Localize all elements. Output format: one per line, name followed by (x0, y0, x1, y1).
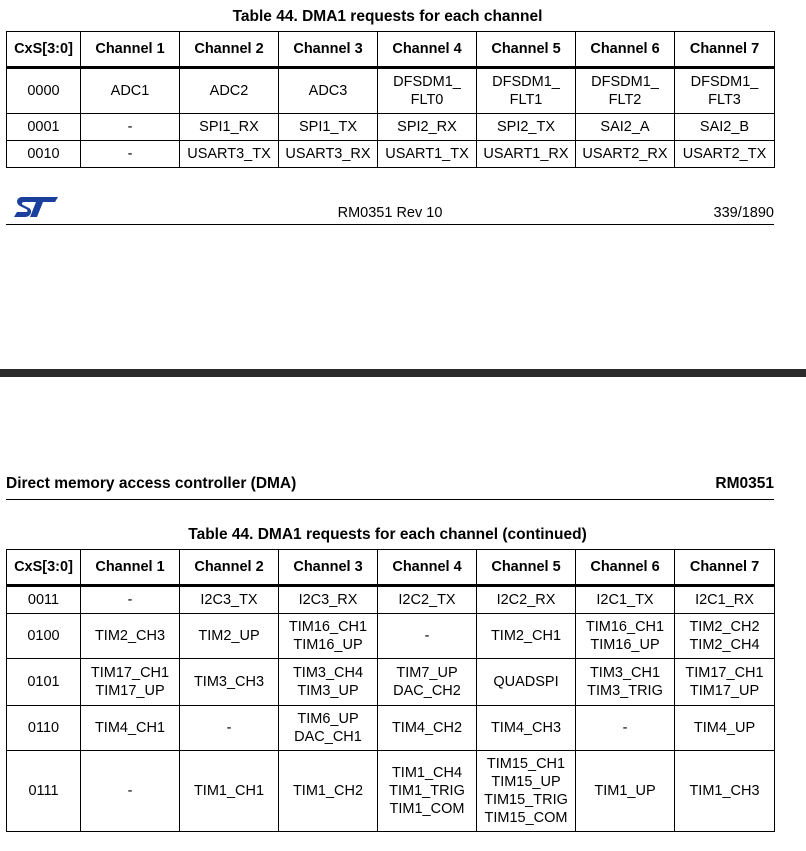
column-header: CxS[3:0] (7, 32, 81, 68)
column-header: Channel 7 (675, 32, 775, 68)
request-name: FLT3 (708, 92, 741, 108)
request-name: QUADSPI (493, 674, 559, 690)
page-number: 339/1890 (713, 205, 774, 221)
request-name: - (424, 628, 430, 644)
channel-7-cell (675, 141, 775, 168)
request-name: TIM17_CH1 (685, 665, 764, 681)
request-name: I2C3_TX (200, 592, 258, 608)
table-header-row (7, 550, 775, 586)
request-name: TIM17_UP (689, 683, 760, 699)
channel-4-cell (378, 141, 477, 168)
document-id: RM0351 (715, 475, 774, 492)
column-header: Channel 3 (279, 32, 378, 68)
request-name: - (226, 720, 232, 736)
channel-7-cell (675, 614, 775, 659)
request-name: TIM1_CH2 (292, 783, 364, 799)
request-name: DFSDM1_ (393, 74, 461, 90)
table-row (7, 614, 775, 659)
request-name: TIM17_UP (95, 683, 165, 699)
column-header: Channel 3 (279, 550, 378, 586)
dma1-requests-table-continued (6, 549, 775, 832)
request-name: TIM16_UP (590, 637, 660, 653)
channel-1-cell (81, 114, 180, 141)
channel-3-cell (279, 114, 378, 141)
column-header: Channel 4 (378, 32, 477, 68)
table-header-row (7, 32, 775, 68)
channel-3-cell (279, 751, 378, 832)
channel-4-cell (378, 68, 477, 114)
channel-3-cell (279, 141, 378, 168)
request-name: I2C2_RX (496, 592, 556, 608)
request-name: TIM16_CH1 (585, 619, 665, 635)
request-name: I2C1_RX (695, 592, 754, 608)
request-name: TIM1_UP (594, 783, 656, 799)
request-name: SPI2_RX (397, 119, 457, 135)
column-header: Channel 2 (180, 550, 279, 586)
header-divider (6, 499, 774, 500)
request-name: TIM2_UP (198, 628, 260, 644)
request-name: - (127, 592, 133, 608)
channel-7-cell (675, 751, 775, 832)
channel-6-cell (576, 659, 675, 706)
channel-5-cell (477, 751, 576, 832)
request-name: TIM15_TRIG (484, 792, 568, 808)
request-name: USART3_TX (187, 146, 271, 162)
cxs-value-cell: 0011 (7, 586, 81, 614)
channel-5-cell (477, 68, 576, 114)
channel-1-cell (81, 659, 180, 706)
table-row (7, 114, 775, 141)
cxs-value-cell: 0101 (7, 659, 81, 706)
request-name: DFSDM1_ (690, 74, 759, 90)
request-name: TIM1_CH3 (689, 783, 760, 799)
request-name: SAI2_B (699, 119, 750, 135)
request-name: ADC3 (308, 83, 348, 99)
channel-3-cell (279, 614, 378, 659)
column-header: Channel 5 (477, 32, 576, 68)
request-name: - (127, 119, 133, 135)
request-name: TIM7_UP (396, 665, 458, 681)
channel-5-cell (477, 614, 576, 659)
request-name: FLT1 (509, 92, 543, 108)
channel-7-cell (675, 114, 775, 141)
footer-divider (6, 224, 774, 225)
request-name: TIM4_CH2 (391, 720, 463, 736)
request-name: TIM1_CH1 (193, 783, 265, 799)
cxs-value-cell: 0100 (7, 614, 81, 659)
request-name: TIM2_CH4 (689, 637, 760, 653)
table-row (7, 751, 775, 832)
cxs-value-cell: 0001 (7, 114, 81, 141)
request-name: SPI1_RX (199, 119, 259, 135)
column-header: Channel 6 (576, 32, 675, 68)
request-name: I2C2_TX (398, 592, 456, 608)
request-name: DAC_CH1 (294, 729, 362, 745)
column-header: CxS[3:0] (7, 550, 81, 586)
request-name: TIM2_CH1 (490, 628, 562, 644)
section-title: Direct memory access controller (DMA) (6, 475, 297, 492)
table-row (7, 706, 775, 751)
table-row (7, 659, 775, 706)
request-name: USART2_TX (682, 146, 767, 162)
channel-4-cell (378, 706, 477, 751)
channel-1-cell (81, 751, 180, 832)
request-name: I2C3_RX (298, 592, 358, 608)
request-name: TIM16_CH1 (288, 619, 368, 635)
request-name: USART1_RX (483, 146, 569, 162)
channel-2-cell (180, 586, 279, 614)
request-name: TIM17_CH1 (90, 665, 170, 681)
request-name: SPI2_TX (496, 119, 556, 135)
request-name: TIM1_COM (389, 801, 465, 817)
request-name: ADC2 (209, 83, 249, 99)
request-name: TIM1_CH4 (391, 765, 463, 781)
request-name: TIM2_CH3 (94, 628, 166, 644)
channel-2-cell (180, 141, 279, 168)
channel-5-cell (477, 114, 576, 141)
channel-4-cell (378, 114, 477, 141)
channel-7-cell (675, 68, 775, 114)
channel-6-cell (576, 706, 675, 751)
page-340-top (0, 470, 806, 851)
cxs-value-cell: 0110 (7, 706, 81, 751)
cxs-value-cell: 0111 (7, 751, 81, 832)
table-row (7, 141, 775, 168)
request-name: DFSDM1_ (492, 74, 560, 90)
column-header: Channel 6 (576, 550, 675, 586)
channel-6-cell (576, 68, 675, 114)
channel-2-cell (180, 114, 279, 141)
column-header: Channel 2 (180, 32, 279, 68)
request-name: TIM3_CH1 (589, 665, 661, 681)
page-339-bottom (0, 0, 806, 240)
request-name: TIM3_TRIG (587, 683, 663, 699)
channel-6-cell (576, 586, 675, 614)
channel-4-cell (378, 751, 477, 832)
table-title: Table 44. DMA1 requests for each channel (232, 8, 543, 25)
channel-5-cell (477, 659, 576, 706)
request-name: TIM3_UP (297, 683, 359, 699)
channel-1-cell (81, 706, 180, 751)
channel-4-cell (378, 614, 477, 659)
channel-3-cell (279, 586, 378, 614)
request-name: TIM6_UP (297, 711, 359, 727)
request-name: TIM15_CH1 (486, 756, 566, 772)
channel-2-cell (180, 614, 279, 659)
channel-5-cell (477, 141, 576, 168)
cxs-value-cell: 0000 (7, 68, 81, 114)
channel-3-cell (279, 706, 378, 751)
channel-7-cell (675, 586, 775, 614)
request-name: - (622, 720, 628, 736)
request-name: USART1_TX (385, 146, 469, 162)
channel-2-cell (180, 68, 279, 114)
request-name: TIM15_UP (491, 774, 561, 790)
channel-3-cell (279, 659, 378, 706)
table-body (7, 586, 775, 832)
channel-1-cell (81, 614, 180, 659)
column-header: Channel 1 (81, 550, 180, 586)
request-name: FLT2 (608, 92, 642, 108)
request-name: - (127, 146, 133, 162)
channel-2-cell (180, 706, 279, 751)
request-name: TIM3_CH4 (292, 665, 364, 681)
cxs-value-cell: 0010 (7, 141, 81, 168)
request-name: SAI2_A (600, 119, 650, 135)
channel-6-cell (576, 114, 675, 141)
request-name: DAC_CH2 (393, 683, 461, 699)
request-name: DFSDM1_ (591, 74, 659, 90)
channel-1-cell (81, 586, 180, 614)
table-title-continued: Table 44. DMA1 requests for each channel (continued) (188, 526, 587, 543)
request-name: FLT0 (410, 92, 444, 108)
channel-3-cell (279, 68, 378, 114)
channel-1-cell (81, 141, 180, 168)
column-header: Channel 1 (81, 32, 180, 68)
request-name: TIM4_CH1 (94, 720, 166, 736)
page-footer (6, 193, 774, 225)
request-name: TIM4_UP (693, 720, 756, 736)
column-header: Channel 7 (675, 550, 775, 586)
column-header: Channel 4 (378, 550, 477, 586)
column-header: Channel 5 (477, 550, 576, 586)
request-name: TIM16_UP (293, 637, 363, 653)
table-row (7, 68, 775, 114)
channel-4-cell (378, 659, 477, 706)
channel-7-cell (675, 706, 775, 751)
document-revision: RM0351 Rev 10 (337, 205, 443, 221)
request-name: ADC1 (110, 83, 150, 99)
request-name: I2C1_TX (596, 592, 654, 608)
request-name: TIM1_TRIG (389, 783, 465, 799)
request-name: SPI1_TX (298, 119, 358, 135)
channel-6-cell (576, 614, 675, 659)
request-name: USART2_RX (582, 146, 668, 162)
channel-2-cell (180, 659, 279, 706)
request-name: TIM15_COM (484, 810, 568, 826)
channel-6-cell (576, 141, 675, 168)
channel-1-cell (81, 68, 180, 114)
channel-6-cell (576, 751, 675, 832)
request-name: TIM2_CH2 (689, 619, 760, 635)
table-body (7, 68, 775, 168)
channel-5-cell (477, 586, 576, 614)
request-name: - (127, 783, 133, 799)
request-name: TIM4_CH3 (490, 720, 562, 736)
channel-4-cell (378, 586, 477, 614)
table-row (7, 586, 775, 614)
dma1-requests-table (6, 31, 775, 168)
request-name: TIM3_CH3 (193, 674, 265, 690)
channel-7-cell (675, 659, 775, 706)
page-separator (0, 369, 806, 377)
channel-5-cell (477, 706, 576, 751)
channel-2-cell (180, 751, 279, 832)
request-name: USART3_RX (285, 146, 371, 162)
